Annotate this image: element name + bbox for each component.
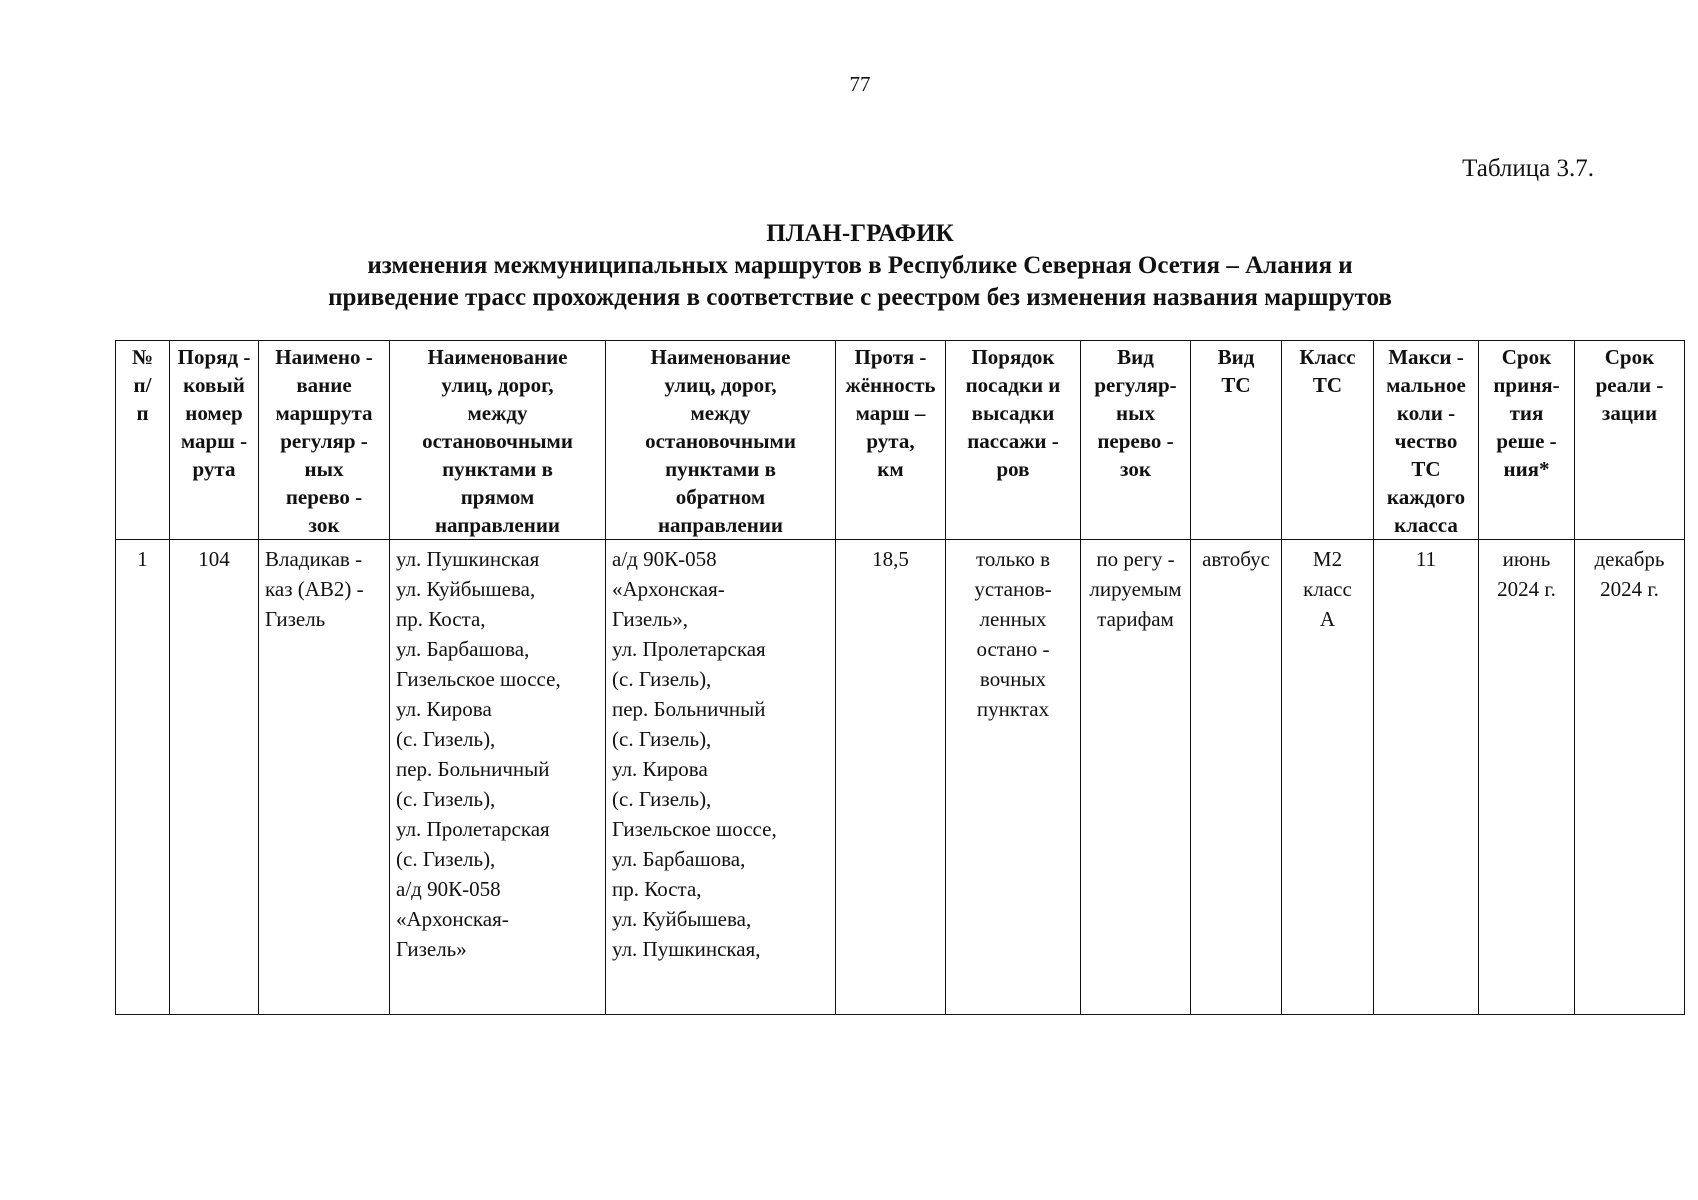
backward-line: ул. Кирова (612, 757, 708, 781)
col-header-route-name: Наимено - вание маршрута регуляр - ных перево - зок (259, 341, 390, 540)
col-header-boarding: Порядок посадки и высадки пассажи - ров (946, 341, 1081, 540)
col-header-num: № п/ п (116, 341, 170, 540)
col-header-transport-type: Вид регуляр- ных перево - зок (1081, 341, 1191, 540)
col-header-backward: Наименование улиц, дорог, между остановочными пунктами в обратном направлении (606, 341, 836, 540)
schedule-table (115, 340, 1685, 1015)
backward-line: «Архонская- (612, 577, 725, 601)
backward-line: (с. Гизель), (612, 787, 712, 811)
forward-line: (с. Гизель), (396, 847, 496, 871)
forward-line: (с. Гизель), (396, 727, 496, 751)
forward-line: Гизельское шоссе, (396, 667, 561, 691)
forward-line: ул. Кирова (396, 697, 492, 721)
forward-line: ул. Пушкинская (396, 547, 540, 571)
cell-length: 18,5 (836, 540, 946, 1015)
backward-line: ул. Пролетарская (612, 637, 766, 661)
forward-line: ул. Пролетарская (396, 817, 550, 841)
col-header-forward: Наименование улиц, дорог, между остановочными пунктами в прямом направлении (390, 341, 606, 540)
cell-boarding: только в установ- ленных остано - вочных пунктах (946, 540, 1081, 1015)
col-header-implementation-date: Срок реали - зации (1575, 341, 1685, 540)
forward-line: а/д 90К-058 (396, 877, 501, 901)
forward-line: «Архонская- (396, 907, 509, 931)
backward-line: пер. Больничный (612, 697, 766, 721)
cell-implementation-date: декабрь 2024 г. (1575, 540, 1685, 1015)
cell-num: 1 (116, 540, 170, 1015)
cell-transport-type: по регу - лируемым тарифам (1081, 540, 1191, 1015)
forward-line: ул. Куйбышева, (396, 577, 536, 601)
col-header-vehicle-class: Класс ТС (1282, 341, 1374, 540)
cell-route-name: Владикав - каз (АВ2) - Гизель (259, 540, 390, 1015)
forward-line: пр. Коста, (396, 607, 486, 631)
cell-route-number: 104 (170, 540, 259, 1015)
col-header-vehicle-type: Вид ТС (1191, 341, 1282, 540)
cell-vehicle-type: автобус (1191, 540, 1282, 1015)
title-line-3: приведение трасс прохождения в соответствие с реестром без изменения названия маршрутов (328, 284, 1392, 311)
backward-line: ул. Пушкинская, (612, 937, 761, 961)
backward-line: Гизель», (612, 607, 689, 631)
cell-forward (390, 540, 606, 1015)
backward-line: ул. Барбашова, (612, 847, 746, 871)
forward-line: ул. Барбашова, (396, 637, 530, 661)
col-header-max-count: Макси - мальное коли - чество ТС каждого класса (1374, 341, 1479, 540)
forward-line: пер. Больничный (396, 757, 550, 781)
table-header-row (116, 341, 1685, 540)
forward-line: Гизель» (396, 937, 467, 961)
table-label: Таблица 3.7. (1462, 155, 1594, 182)
cell-decision-date: июнь 2024 г. (1479, 540, 1575, 1015)
backward-line: пр. Коста, (612, 877, 702, 901)
cell-backward (606, 540, 836, 1015)
backward-line: (с. Гизель), (612, 727, 712, 751)
page-number: 77 (849, 72, 871, 96)
backward-line: (с. Гизель), (612, 667, 712, 691)
forward-line: (с. Гизель), (396, 787, 496, 811)
backward-line: а/д 90К-058 (612, 547, 717, 571)
cell-max-count: 11 (1374, 540, 1479, 1015)
table-row (116, 540, 1685, 1015)
col-header-decision-date: Срок приня- тия реше - ния* (1479, 341, 1575, 540)
title-line-2: изменения межмуниципальных маршрутов в Республике Северная Осетия – Алания и (367, 252, 1353, 279)
document-title (0, 218, 1698, 314)
backward-line: ул. Куйбышева, (612, 907, 752, 931)
col-header-length: Протя - жённость марш – рута, км (836, 341, 946, 540)
backward-line: Гизельское шоссе, (612, 817, 777, 841)
cell-vehicle-class: М2 класс А (1282, 540, 1374, 1015)
col-header-route-number: Поряд - ковый номер марш - рута (170, 341, 259, 540)
title-line-1: ПЛАН-ГРАФИК (766, 220, 954, 247)
